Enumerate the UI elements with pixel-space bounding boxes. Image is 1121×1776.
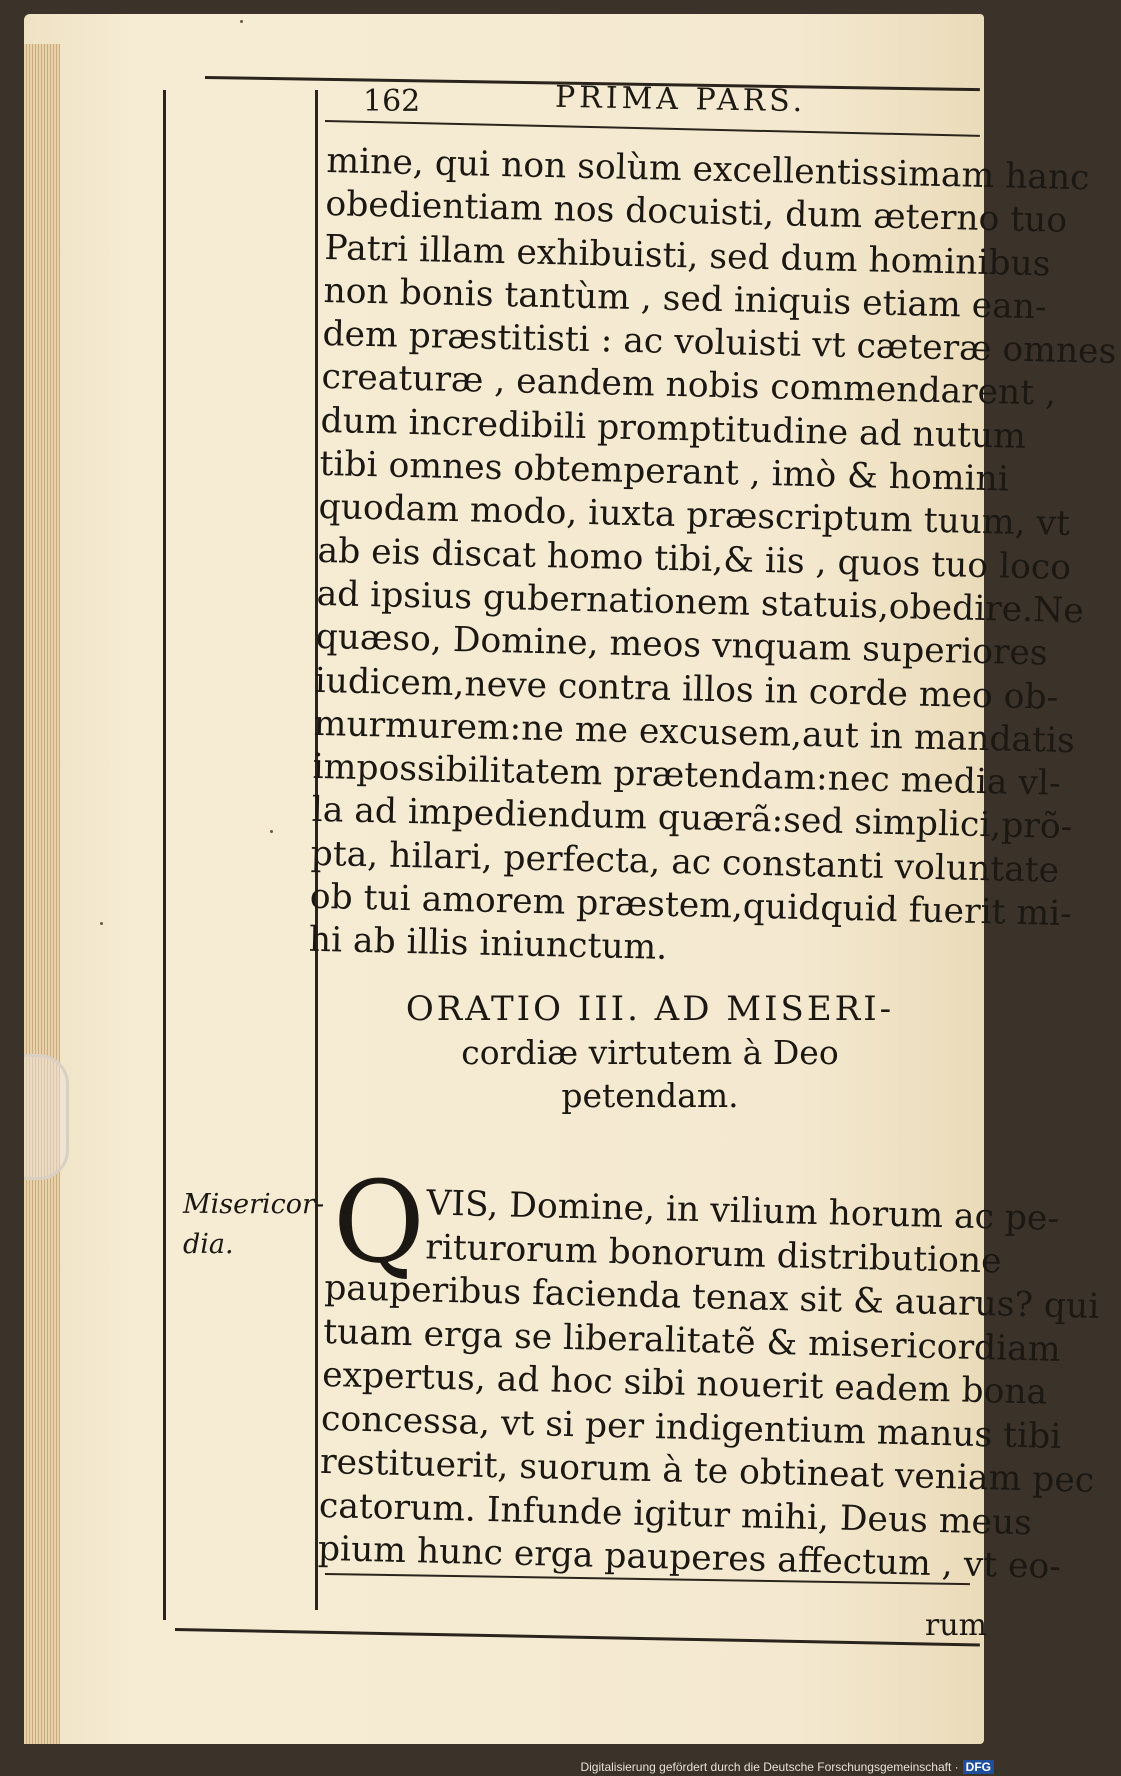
text-line: pta, hilari, perfecta, ac constanti voluntate [310, 833, 1060, 891]
speck [240, 20, 243, 23]
margin-note-line: Misericor- [183, 1189, 325, 1220]
prayer-text [317, 1180, 1100, 1588]
text-line: ob tui amorem præstem,quidquid fuerit mi- [309, 876, 1073, 935]
text-line: non bonis tantùm , sed iniquis etiam ean- [323, 270, 1048, 328]
page-edges [24, 44, 60, 1744]
drop-cap: Q [333, 1158, 425, 1288]
dfg-logo: DFG [963, 1760, 994, 1774]
text-line: tuam erga se liberalitatẽ & misericordiam [322, 1311, 1061, 1370]
text-line: mine, qui non solùm excellentissimam hanc [326, 140, 1090, 199]
text-line: concessa, vt si per indigentium manus tibi [320, 1398, 1062, 1457]
text-line: riturorum bonorum distributione [424, 1226, 1003, 1281]
page-clip [24, 1054, 69, 1180]
body-text [308, 140, 1117, 977]
heading-line: petendam. [561, 1076, 739, 1115]
text-line: dum incredibili promptitudine ad nutum [320, 400, 1027, 457]
catchword: rum [925, 1608, 988, 1643]
margin-rule-outer [163, 90, 166, 1620]
credit-text: Digitalisierung gefördert durch die Deutsche Forschungsgemeinschaft · [580, 1760, 959, 1774]
running-head: PRIMA PARS. [554, 79, 807, 120]
text-line: iudicem,neve contra illos in corde meo ob- [314, 660, 1059, 718]
margin-note [183, 1185, 324, 1265]
section-heading [330, 988, 970, 1117]
text-line: pauperibus facienda tenax sit & auarus? qui [323, 1267, 1100, 1327]
text-line: Patri illam exhibuisti, sed dum hominibus [324, 227, 1051, 285]
digitization-credit [580, 1760, 994, 1774]
text-line: catorum. Infunde igitur mihi, Deus meus [318, 1485, 1033, 1543]
page-number: 162 [363, 84, 421, 119]
text-line: quodam modo, iuxta præscriptum tuum, vt [318, 487, 1071, 545]
text-line: impossibilitatem prætendam:nec media vl- [312, 747, 1062, 804]
text-line: obedientiam nos docuisti, dum æterno tuo [325, 184, 1068, 242]
speck [100, 922, 103, 925]
heading-line: cordiæ virtutem à Deo [461, 1033, 839, 1072]
text-line: la ad impediendum quærã:sed simplici,prõ- [311, 790, 1073, 848]
text-line: murmurem:ne me excusem,aut in mandatis [313, 703, 1076, 761]
text-line: pium hunc erga pauperes affectum , vt eo- [317, 1528, 1062, 1588]
text-line: VIS, Domine, in vilium horum ac pe- [425, 1183, 1060, 1239]
text-line: tibi omnes obtemperant , imò & homini [319, 443, 1010, 500]
text-line: expertus, ad hoc sibi nouerit eadem bona [321, 1354, 1048, 1413]
text-line: quæso, Domine, meos vnquam superiores [315, 617, 1049, 674]
text-line: creaturæ , eandem nobis commendarent , [321, 357, 1057, 415]
margin-note-line: dia. [183, 1229, 234, 1260]
speck [270, 830, 273, 833]
text-line: dem præstitisti : ac voluisti vt cæteræ omnes [322, 314, 1117, 373]
text-line: ad ipsius gubernationem statuis,obedire.Ne [316, 573, 1085, 632]
text-line: hi ab illis iniunctum. [308, 920, 668, 969]
text-line: ab eis discat homo tibi,& iis , quos tuo loco [317, 530, 1072, 588]
text-line: restituerit, suorum à te obtineat veniam pec [319, 1441, 1095, 1501]
heading-line: ORATIO III. AD MISERI- [405, 989, 895, 1029]
